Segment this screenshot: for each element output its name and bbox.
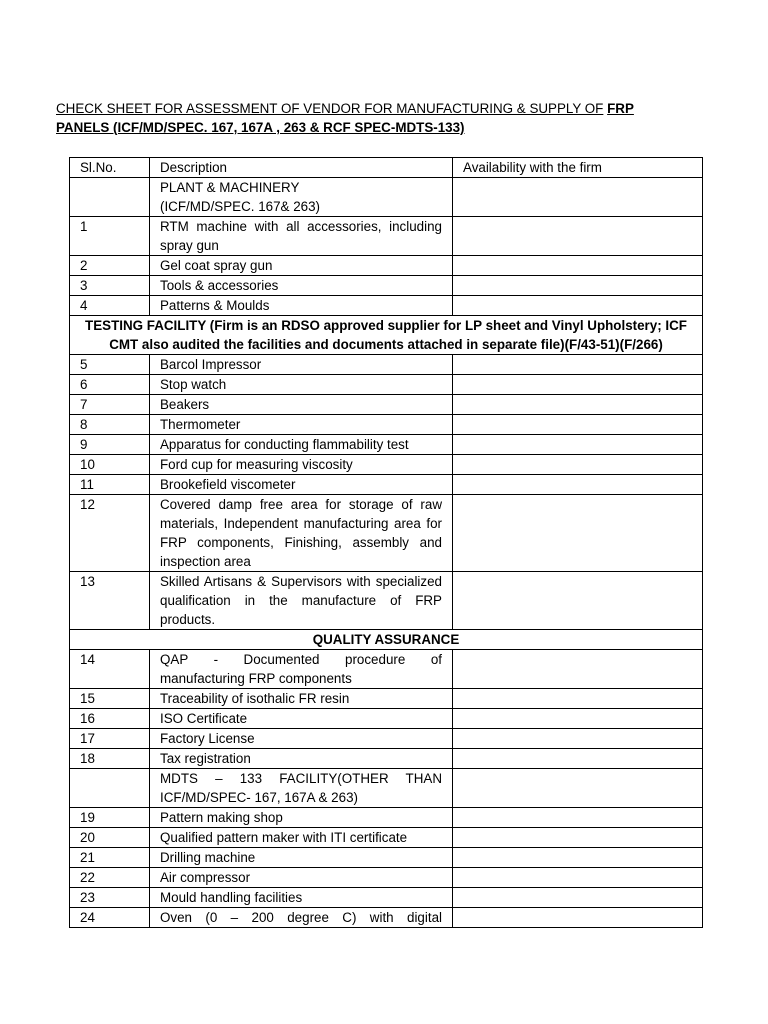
row-availability-cell[interactable] <box>453 848 703 868</box>
row-sl-no: 10 <box>70 455 150 475</box>
table-row <box>70 455 703 475</box>
table-row <box>70 296 703 316</box>
table-header-row <box>70 158 703 178</box>
table-row <box>70 650 703 689</box>
row-description: ISO Certificate <box>150 709 453 729</box>
section-header-row <box>70 630 703 650</box>
section-header-text: TESTING FACILITY (Firm is an RDSO approved supplier for LP sheet and Vinyl Upholstery; ICF CMT also audited the facilities and documents attached in separate file)(F/43-51)(F/266) <box>70 316 703 355</box>
row-description: Brookefield viscometer <box>150 475 453 495</box>
row-sl-no: 23 <box>70 888 150 908</box>
row-sl-no: 22 <box>70 868 150 888</box>
table-row <box>70 808 703 828</box>
row-description: Ford cup for measuring viscosity <box>150 455 453 475</box>
document-title <box>56 99 690 137</box>
title-line2-bold: PANELS (ICF/MD/SPEC. 167, 167A , 263 & RCF SPEC-MDTS-133) <box>56 120 465 135</box>
row-availability-cell[interactable] <box>453 296 703 316</box>
row-description: MDTS – 133 FACILITY(OTHER THAN ICF/MD/SPEC- 167, 167A & 263) <box>150 769 453 808</box>
table-row <box>70 729 703 749</box>
row-availability-cell[interactable] <box>453 355 703 375</box>
row-availability-cell[interactable] <box>453 769 703 808</box>
row-description: Patterns & Moulds <box>150 296 453 316</box>
table-row <box>70 355 703 375</box>
table-row <box>70 178 703 217</box>
table-row <box>70 495 703 572</box>
row-sl-no: 16 <box>70 709 150 729</box>
row-sl-no: 18 <box>70 749 150 769</box>
row-sl-no: 9 <box>70 435 150 455</box>
row-sl-no: 7 <box>70 395 150 415</box>
row-description: Drilling machine <box>150 848 453 868</box>
row-description: QAP - Documented procedure of manufacturing FRP components <box>150 650 453 689</box>
table-row <box>70 395 703 415</box>
row-description: Air compressor <box>150 868 453 888</box>
table-row <box>70 256 703 276</box>
row-availability-cell[interactable] <box>453 415 703 435</box>
table-row <box>70 689 703 709</box>
section-header-row <box>70 316 703 355</box>
table-row <box>70 908 703 928</box>
table-row <box>70 828 703 848</box>
row-sl-no: 4 <box>70 296 150 316</box>
row-sl-no: 19 <box>70 808 150 828</box>
row-sl-no: 20 <box>70 828 150 848</box>
row-description: Mould handling facilities <box>150 888 453 908</box>
row-availability-cell[interactable] <box>453 650 703 689</box>
table-row <box>70 217 703 256</box>
row-sl-no: 6 <box>70 375 150 395</box>
checklist-table-body <box>70 158 703 928</box>
row-availability-cell[interactable] <box>453 749 703 769</box>
row-description: Oven (0 – 200 degree C) with digital <box>150 908 453 928</box>
row-sl-no: 13 <box>70 572 150 630</box>
row-sl-no: 2 <box>70 256 150 276</box>
row-description: Barcol Impressor <box>150 355 453 375</box>
table-row <box>70 888 703 908</box>
row-availability-cell[interactable] <box>453 256 703 276</box>
table-row <box>70 709 703 729</box>
row-description: Apparatus for conducting flammability test <box>150 435 453 455</box>
row-description: PLANT & MACHINERY (ICF/MD/SPEC. 167& 263) <box>150 178 453 217</box>
checklist-table <box>69 157 703 928</box>
row-availability-cell[interactable] <box>453 455 703 475</box>
header-description: Description <box>150 158 453 178</box>
table-row <box>70 749 703 769</box>
row-availability-cell[interactable] <box>453 729 703 749</box>
table-row <box>70 276 703 296</box>
header-sl-no: Sl.No. <box>70 158 150 178</box>
row-availability-cell[interactable] <box>453 868 703 888</box>
row-availability-cell[interactable] <box>453 709 703 729</box>
row-availability-cell[interactable] <box>453 375 703 395</box>
row-description: Thermometer <box>150 415 453 435</box>
table-row <box>70 848 703 868</box>
row-description: Tax registration <box>150 749 453 769</box>
row-availability-cell[interactable] <box>453 178 703 217</box>
row-sl-no: 11 <box>70 475 150 495</box>
table-row <box>70 475 703 495</box>
table-row <box>70 769 703 808</box>
row-sl-no: 21 <box>70 848 150 868</box>
row-description: Stop watch <box>150 375 453 395</box>
row-sl-no: 1 <box>70 217 150 256</box>
row-description: Covered damp free area for storage of raw materials, Independent manufacturing area for FRP components, Finishing, assembly and inspection area <box>150 495 453 572</box>
row-availability-cell[interactable] <box>453 888 703 908</box>
table-row <box>70 375 703 395</box>
table-row <box>70 435 703 455</box>
table-row <box>70 415 703 435</box>
row-sl-no: 15 <box>70 689 150 709</box>
row-description: Beakers <box>150 395 453 415</box>
section-header-text: QUALITY ASSURANCE <box>70 630 703 650</box>
row-description: Gel coat spray gun <box>150 256 453 276</box>
row-sl-no <box>70 178 150 217</box>
row-availability-cell[interactable] <box>453 808 703 828</box>
row-description: Pattern making shop <box>150 808 453 828</box>
row-availability-cell[interactable] <box>453 217 703 256</box>
row-availability-cell[interactable] <box>453 395 703 415</box>
row-availability-cell[interactable] <box>453 908 703 928</box>
row-availability-cell[interactable] <box>453 276 703 296</box>
title-line1-bold: FRP <box>607 101 634 116</box>
header-availability: Availability with the firm <box>453 158 703 178</box>
row-availability-cell[interactable] <box>453 689 703 709</box>
row-description: Traceability of isothalic FR resin <box>150 689 453 709</box>
row-sl-no: 14 <box>70 650 150 689</box>
row-availability-cell[interactable] <box>453 828 703 848</box>
row-description: Tools & accessories <box>150 276 453 296</box>
row-availability-cell[interactable] <box>453 495 703 572</box>
title-line1-underlined: CHECK SHEET FOR ASSESSMENT OF VENDOR FOR MANUFACTURING & SUPPLY OF <box>56 101 604 116</box>
row-description: Skilled Artisans & Supervisors with specialized qualification in the manufacture of FRP products. <box>150 572 453 630</box>
row-description: RTM machine with all accessories, including spray gun <box>150 217 453 256</box>
table-row <box>70 572 703 630</box>
row-availability-cell[interactable] <box>453 572 703 630</box>
row-sl-no: 5 <box>70 355 150 375</box>
row-sl-no: 3 <box>70 276 150 296</box>
row-sl-no: 12 <box>70 495 150 572</box>
row-sl-no: 17 <box>70 729 150 749</box>
row-sl-no <box>70 769 150 808</box>
row-description: Qualified pattern maker with ITI certificate <box>150 828 453 848</box>
row-sl-no: 8 <box>70 415 150 435</box>
row-description: Factory License <box>150 729 453 749</box>
row-sl-no: 24 <box>70 908 150 928</box>
row-availability-cell[interactable] <box>453 475 703 495</box>
table-row <box>70 868 703 888</box>
row-availability-cell[interactable] <box>453 435 703 455</box>
